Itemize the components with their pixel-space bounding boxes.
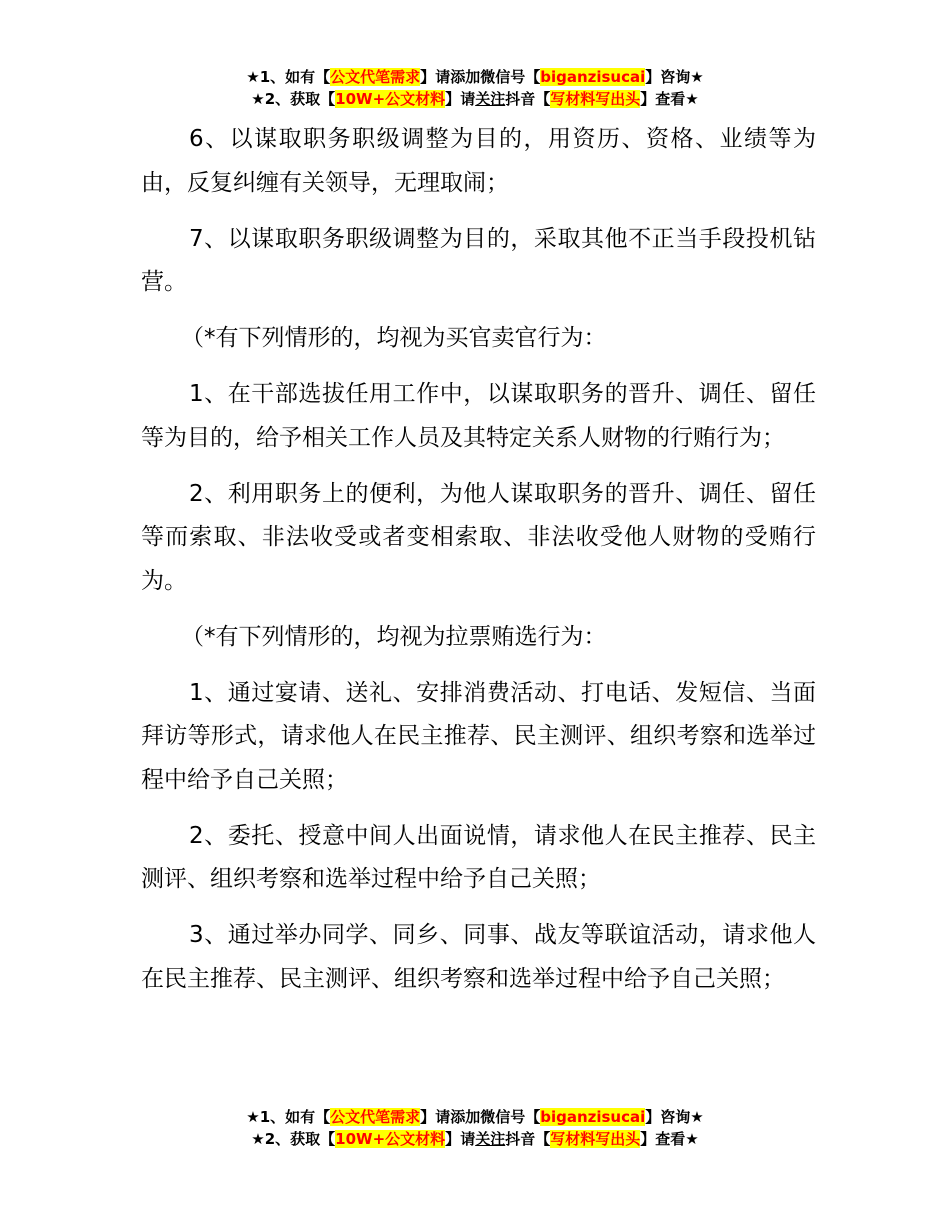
section-heading: （*有下列情形的，均视为拉票贿选行为： <box>181 623 607 650</box>
banner-bracket: 【 <box>525 68 541 86</box>
banner-line-1 <box>0 66 950 88</box>
banner-text: 抖音 <box>505 90 536 108</box>
banner-text: 请 <box>460 90 476 108</box>
banner-bracket: 【 <box>535 90 551 108</box>
banner-bracket: 【 <box>525 1108 541 1126</box>
paragraph: 2、委托、授意中间人出面说情，请求他人在民主推荐、民主测评、组织考察和选举过程中给予自己关照； <box>141 822 816 892</box>
paragraph: 6、以谋取职务职级调整为目的，用资历、资格、业绩等为由，反复纠缠有关领导，无理取闹； <box>141 126 816 196</box>
banner-line-1 <box>0 1106 950 1128</box>
banner-highlight-douyin-account: 写材料写出头 <box>550 90 641 108</box>
paragraph: 1、通过宴请、送礼、安排消费活动、打电话、发短信、当面拜访等形式，请求他人在民主推荐、民主测评、组织考察和选举过程中给予自己关照； <box>141 679 816 793</box>
banner-bracket: 】 <box>645 1108 661 1126</box>
banner-text: 请添加微信号 <box>435 68 526 86</box>
banner-text: 抖音 <box>505 1130 536 1148</box>
banner-highlight-materials: 10W+公文材料 <box>335 90 446 108</box>
banner-underlined-text: 关注 <box>475 1130 506 1148</box>
banner-bracket: 【 <box>320 90 336 108</box>
banner-text: 查看★ <box>655 1130 699 1148</box>
banner-highlight-douyin-account: 写材料写出头 <box>550 1130 641 1148</box>
banner-bracket: 【 <box>315 68 331 86</box>
banner-bracket: 】 <box>645 68 661 86</box>
banner-highlight-materials: 10W+公文材料 <box>335 1130 446 1148</box>
banner-underlined-text: 关注 <box>475 90 506 108</box>
footer-banner <box>0 1106 950 1150</box>
document-body <box>141 118 816 1014</box>
banner-highlight-wechat-id: biganzisucai <box>540 68 646 86</box>
banner-text: 查看★ <box>655 90 699 108</box>
banner-bracket: 】 <box>640 1130 656 1148</box>
banner-bracket: 【 <box>535 1130 551 1148</box>
paragraph: 7、以谋取职务职级调整为目的，采取其他不正当手段投机钻营。 <box>141 225 816 295</box>
paragraph: 1、在干部选拔任用工作中，以谋取职务的晋升、调任、留任等为目的，给予相关工作人员及其特定关系人财物的行贿行为； <box>141 381 816 451</box>
banner-bracket: 【 <box>320 1130 336 1148</box>
header-banner <box>0 66 950 110</box>
banner-bracket: 】 <box>445 1130 461 1148</box>
banner-text: ★2、获取 <box>251 90 321 108</box>
section-heading: （*有下列情形的，均视为买官卖官行为： <box>181 325 607 351</box>
banner-bracket: 】 <box>420 1108 436 1126</box>
banner-text: 咨询★ <box>660 1108 704 1126</box>
banner-highlight-service: 公文代笔需求 <box>330 1108 421 1126</box>
banner-bracket: 】 <box>420 68 436 86</box>
paragraph: 2、利用职务上的便利，为他人谋取职务的晋升、调任、留任等而索取、非法收受或者变相索取、非法收受他人财物的受贿行为。 <box>141 480 816 594</box>
banner-text: ★1、如有 <box>246 68 316 86</box>
banner-line-2 <box>0 1128 950 1150</box>
banner-highlight-wechat-id: biganzisucai <box>540 1108 646 1126</box>
banner-bracket: 】 <box>640 90 656 108</box>
banner-text: 咨询★ <box>660 68 704 86</box>
banner-line-2 <box>0 88 950 110</box>
banner-text: 请 <box>460 1130 476 1148</box>
banner-bracket: 】 <box>445 90 461 108</box>
banner-text: ★2、获取 <box>251 1130 321 1148</box>
banner-highlight-service: 公文代笔需求 <box>330 68 421 86</box>
banner-text: ★1、如有 <box>246 1108 316 1126</box>
banner-text: 请添加微信号 <box>435 1108 526 1126</box>
paragraph: 3、通过举办同学、同乡、同事、战友等联谊活动，请求他人在民主推荐、民主测评、组织考察和选举过程中给予自己关照； <box>141 922 816 992</box>
banner-bracket: 【 <box>315 1108 331 1126</box>
